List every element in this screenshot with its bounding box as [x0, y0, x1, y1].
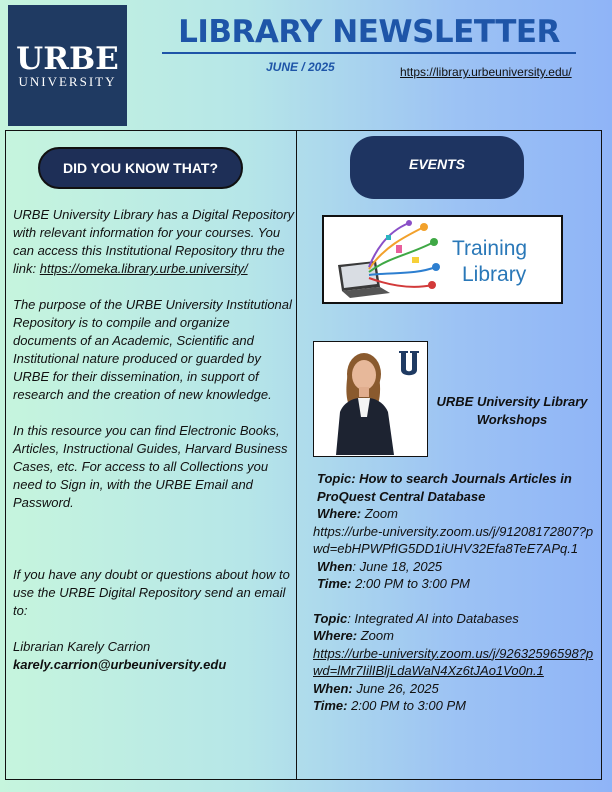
- events-list: [313, 470, 598, 715]
- logo-wordmark: URBE: [16, 41, 119, 77]
- event-1-topic: How to search Journals Articles in ProQuest Central Database: [317, 471, 572, 504]
- event-1-when: June 18, 2025: [359, 558, 443, 574]
- event-2-link[interactable]: https://urbe-university.zoom.us/j/92632596598?pwd=lMr7IilIBljLdaWaN4Xz6tJAo1Vo0n.1: [313, 645, 594, 678]
- event-2-topic: Integrated AI into Databases: [354, 610, 519, 626]
- repository-resources: In this resource you can find Electronic Books, Articles, Instructional Guides, Harvard Business Cases, etc. For access to all Collections you need to Sign in, with the URBE Email and Password.: [13, 423, 288, 510]
- newsletter-title: LIBRARY NEWSLETTER: [162, 12, 576, 54]
- event-2: Topic: Integrated AI into Databases Where: Zoom https://urbe-university.zoom.us/j/92632596598?pwd=lMr7IilIBljLdaWaN4Xz6tJAo1Vo0n.1 When: June 26, 2025 Time: 2:00 PM to 3:00 PM: [313, 610, 598, 715]
- librarian-photo: [313, 341, 428, 457]
- training-library-illustration: [324, 217, 561, 302]
- events-heading: EVENTS: [350, 136, 524, 199]
- logo-subtitle: UNIVERSITY: [18, 74, 117, 89]
- event-1-link[interactable]: https://urbe-university.zoom.us/j/91208172807?pwd=ebHPWPfIG5DD1iUHV32Efa8TeE7APq.1: [313, 523, 594, 556]
- training-library-banner: [322, 215, 563, 304]
- contact-prompt: If you have any doubt or questions about how to use the URBE Digital Repository send an email to:: [13, 567, 290, 618]
- event-2-when: June 26, 2025: [356, 680, 439, 696]
- event-1: Topic: How to search Journals Articles in ProQuest Central Database Where: Zoom https://urbe-university.zoom.us/j/91208172807?pwd=ebHPWPfIG5DD1iUHV32Efa8TeE7APq.1 When: June 18, 2025 Time: 2:00 PM to 3:00 PM: [313, 470, 598, 593]
- librarian-name: Librarian Karely Carrion: [13, 639, 151, 654]
- urbe-logo: [8, 5, 127, 126]
- library-word: Library: [462, 263, 527, 286]
- event-1-where: Zoom: [364, 506, 398, 521]
- repository-purpose: The purpose of the URBE University Institutional Repository is to compile and organize documents of an Academic, Scientific and Institutional nature produced or guarded by URBE for their dissemination, in support of research and the creation of new knowledge.: [13, 297, 292, 402]
- library-website-link[interactable]: https://library.urbeuniversity.edu/: [400, 65, 572, 79]
- workshops-title: URBE University Library Workshops: [436, 394, 588, 427]
- did-you-know-heading: DID YOU KNOW THAT?: [38, 147, 243, 189]
- librarian-email[interactable]: karely.carrion@urbeuniversity.edu: [13, 657, 227, 672]
- repository-info: [13, 206, 295, 674]
- event-1-time: 2:00 PM to 3:00 PM: [355, 576, 470, 591]
- event-2-where: Zoom: [360, 628, 394, 643]
- librarian-portrait: [314, 342, 426, 455]
- event-2-time: 2:00 PM to 3:00 PM: [351, 698, 466, 713]
- repository-link[interactable]: https://omeka.library.urbe.university/: [39, 261, 248, 276]
- repository-intro: URBE University Library has a Digital Repository with relevant information for your courses. You can access this Institutional Repository thru the link: https://omeka.library.urbe.university/: [13, 207, 295, 276]
- issue-date: JUNE / 2025: [266, 60, 335, 74]
- training-word: Training: [452, 237, 528, 260]
